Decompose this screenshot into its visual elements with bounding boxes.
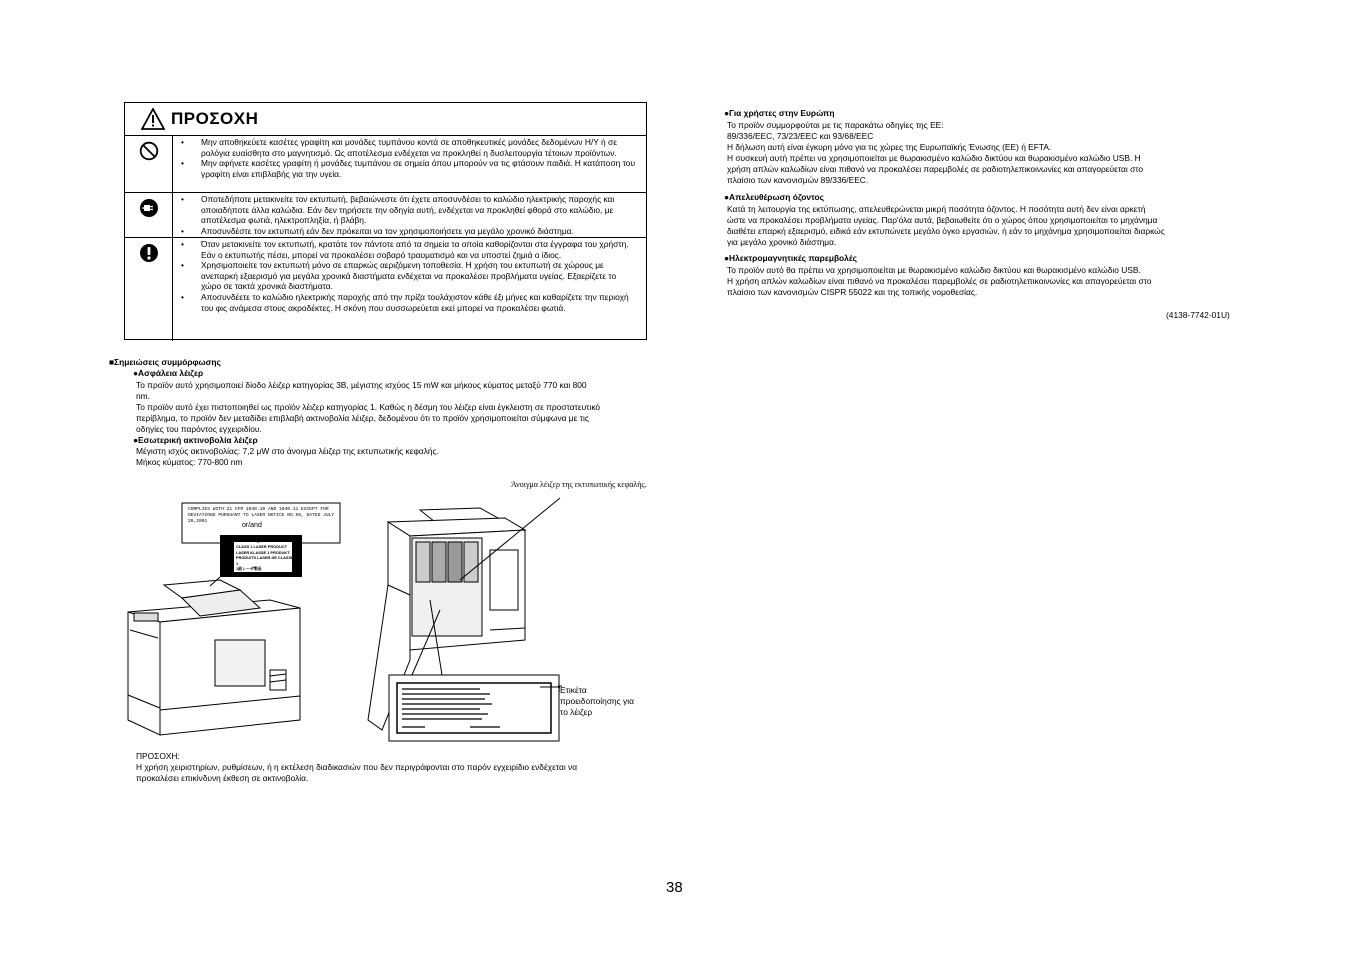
caution-row-exclamation — [125, 238, 646, 341]
caution-row-unplug — [125, 193, 646, 238]
warning-triangle-icon — [141, 108, 165, 130]
caution-item: • Οποτεδήποτε μετακινείτε τον εκτυπωτή, βεβαιώνεστε ότι έχετε αποσυνδέσει το καλώδιο ηλεκτρικής παροχής και οποιαδήποτε άλλα καλώδια. Εάν δεν τηρήσετε την οδηγία αυτή, ενδέχεται να προκληθεί φθορά στο καλώδιο, με αποτέλεσμα φωτιά, ηλεκτροπληξία, ή βλάβη. — [201, 194, 638, 226]
laser-safety-heading: ●Ασφάλεια λέιζερ — [133, 368, 204, 378]
unplug-icon — [139, 198, 159, 218]
page-number: 38 — [666, 879, 683, 896]
laser-safety-text — [136, 380, 681, 435]
class-label-line: CLASS 1 LASER PRODUCT — [236, 544, 288, 549]
text-line: Η χρήση απλών καλωδίων είναι πιθανό να προκαλέσει παρεμβολές σε ραδιοτηλεπικοινωνίες και απαγορεύεται στο — [727, 275, 1152, 286]
class-label-line: PRODUITS LASER DE CLASSE 1 — [236, 555, 294, 566]
caution-row-prohibition — [125, 136, 646, 193]
text-line: Το προϊόν αυτό θα πρέπει να χρησιμοποιείται με θωρακισμένο καλώδιο δικτύου και θωρακισμένο καλώδιο USB. — [727, 265, 1141, 275]
ozone-text — [727, 204, 1247, 248]
ozone-heading: ●Απελευθέρωση όζοντος — [724, 192, 824, 202]
caption-line: Ετικέτα — [560, 685, 587, 695]
caution-item: • Όταν μετακινείτε τον εκτυπωτή, κρατάτε τον πάντοτε από τα σημεία τα οποία καθορίζονται στα έγγραφα του χρήστη. Εάν ο εκτυπωτής πέσει, μπορεί να προκαλέσει σοβαρό τραυματισμό και να υποστεί ζημιά ο ίδιος. — [201, 239, 638, 260]
text-line: nm. — [136, 390, 150, 401]
warning-label-caption — [560, 685, 660, 718]
text-line: οδηγίες του παρόντος εγχειριδίου. — [136, 423, 262, 434]
text-line: χρήση απλών καλωδίων είναι πιθανό να προκαλέσει παρεμβολές σε ραδιοτηλεπικοινωνίες και απαγορεύεται στο — [727, 163, 1144, 174]
exclamation-icon — [139, 243, 159, 263]
text-line: Το προϊόν αυτό χρησιμοποιεί δίοδο λέιζερ κατηγορίας 3B, μέγιστης ισχύος 15 mW και μήκους κύματος μεταξύ 770 και 800 — [136, 380, 587, 390]
caution-title: ΠΡΟΣΟΧΗ — [171, 109, 259, 128]
class-label-line: LASER KLASSE 1 PRODUKT — [236, 549, 290, 555]
text-line: διαθέτει επαρκή εξαερισμό, ειδικά εάν εκτυπώνετε μεγάλο όγκο εργασιών, ή εάν το μηχάνημα χρησιμοποιείται διαρκώς — [727, 225, 1165, 236]
text-line: Η συσκευή αυτή πρέπει να χρησιμοποιείται με θωρακισμένο καλώδιο δικτύου και θωρακισμένο καλώδιο USB. Η — [727, 152, 1141, 163]
caution-item: • Χρησιμοποιείτε τον εκτυπωτή μόνο σε επαρκώς αεριζόμενη τοποθεσία. Η χρήση του εκτυπωτή σε χώρους με ανεπαρκή εξαερισμό για μεγάλα χρονικά διαστήματα ενδέχεται να προκαλέσει προβλήματα υγείας. Εξαερίζετε το χώρο σε τακτά χρονικά διαστήματα. — [201, 260, 638, 292]
text-line: πλαίσιο των κανονισμών CISPR 55022 και της τοπικής νομοθεσίας. — [727, 286, 978, 297]
printer-illustration-left — [128, 580, 300, 735]
text-line: προκαλέσει επικίνδυνη έκθεση σε ακτινοβολία. — [136, 772, 309, 783]
text-line: πλαίσιο των κανονισμών 89/336/EEC. — [727, 174, 869, 185]
emi-text — [727, 265, 1247, 298]
warning-label-box — [389, 675, 559, 741]
text-line: ώστε να προκαλέσει προβλήματα υγείας. Παρ'όλα αυτά, βεβαιωθείτε ότι ο χώρος όπου χρησιμοποιείται το μηχάνημα — [727, 214, 1158, 225]
caution-item: • Αποσυνδέστε τον εκτυπωτή εάν δεν πρόκειται να τον χρησιμοποιήσετε για μεγάλο χρονικό διάστημα. — [201, 226, 638, 237]
text-line: περίβλημα, το προϊόν δεν μεταδίδει επιβλαβή ακτινοβολία λέιζερ, δεδομένου ότι το προϊόν χρησιμοποιείται σύμφωνα με τις — [136, 412, 589, 423]
caption-line: το λέιζερ — [560, 706, 593, 717]
text-line: για μεγάλο χρονικό διάστημα. — [727, 236, 837, 247]
internal-radiation-heading: ●Εσωτερική ακτινοβολία λέιζερ — [133, 435, 258, 445]
internal-radiation-text — [136, 446, 681, 468]
caution-item: • Μην αποθηκεύετε κασέτες γραφίτη και μονάδες τυμπάνου κοντά σε αποθηκευτικές μονάδες δεδομένων Η/Υ ή σε ρολόγια ευαίσθητα στο μαγνητισμό. Ως αποτέλεσμα ενδέχεται να προκληθεί η δυσλειτουργία τέτοιων προϊόντων. — [201, 137, 638, 158]
europe-text — [727, 120, 1247, 185]
class1-label-text — [236, 544, 294, 577]
text-line: Το προϊόν συμμορφούται με τις παρακάτω οδηγίες της ΕΕ: — [727, 120, 944, 130]
text-line: Η δήλωση αυτή είναι έγκυρη μόνο για τις χώρες της Ευρωπαϊκής Ένωσης (ΕΕ) ή EFTA. — [727, 141, 1052, 152]
text-line: Μήκος κύματος: 770-800 nm — [136, 456, 243, 467]
caution-note-title: ΠΡΟΣΟΧΗ: — [136, 751, 180, 761]
cfr-label-text: COMPLIES WITH 21 CFR 1040.10 AND 1040.11 EXCEPT FOR DEVIATIONS PURSUANT TO LASER NOTICE NO.50, DATED JULY 26,2001 — [188, 507, 335, 524]
caution-item: • Αποσυνδέετε το καλώδιο ηλεκτρικής παροχής από την πρίζα τουλάχιστον κάθε έξι μήνες και καθαρίζετε την περιοχή του φις ανάμεσα στους ακροδέκτες. Η σκόνη που συσσωρεύεται εκεί μπορεί να προκαλέσει φωτιά. — [201, 292, 638, 313]
aperture-label: Άνοιγμα λέιζερ της εκτυπωτικής κεφαλής. — [511, 480, 647, 489]
text-line: 89/336/EEC, 73/23/EEC και 93/68/EEC — [727, 130, 874, 141]
caution-item: • Μην αφήνετε κασέτες γραφίτη ή μονάδες τυμπάνου σε σημεία όπου μπορούν να τις φτάσουν παιδιά. Η κατάποση του γραφίτη είναι επιβλαβής για την υγεία. — [201, 158, 638, 179]
text-line: Κατά τη λειτουργία της εκτύπωσης, απελευθερώνεται μικρή ποσότητα όζοντος. Η ποσότητα αυτή δεν είναι αρκετή — [727, 204, 1146, 214]
caption-line: προειδοποίησης για — [560, 695, 634, 706]
class-label-line: 등급1레이저제품 — [236, 571, 265, 577]
europe-heading: ●Για χρήστες στην Ευρώπη — [724, 108, 835, 118]
compliance-heading: ■Σημειώσεις συμμόρφωσης — [109, 357, 221, 367]
caution-header — [125, 103, 646, 136]
text-line: Το προϊόν αυτό έχει πιστοποιηθεί ως προϊόν λέιζερ κατηγορίας 1. Καθώς η δέσμη του λέιζερ είναι έγκλειστη σε προστατευτικό — [136, 401, 601, 412]
caution-table — [124, 102, 647, 340]
prohibition-icon — [139, 141, 159, 161]
class-label-line: 1級レーザ製品 — [236, 566, 262, 571]
caution-note — [136, 751, 681, 784]
document-code: (4138-7742-01U) — [1166, 310, 1230, 320]
emi-heading: ●Ηλεκτρομαγνητικές παρεμβολές — [724, 253, 857, 263]
text-line: Η χρήση χειριστηρίων, ρυθμίσεων, ή η εκτέλεση διαδικασιών που δεν περιγράφονται στο παρόν εγχειρίδιο ενδέχεται να — [136, 761, 578, 772]
or-and-label: or/and — [242, 522, 262, 529]
text-line: Μέγιστη ισχύς ακτινοβολίας: 7,2 μW στο άνοιγμα λέιζερ της εκτυπωτικής κεφαλής. — [136, 446, 439, 456]
